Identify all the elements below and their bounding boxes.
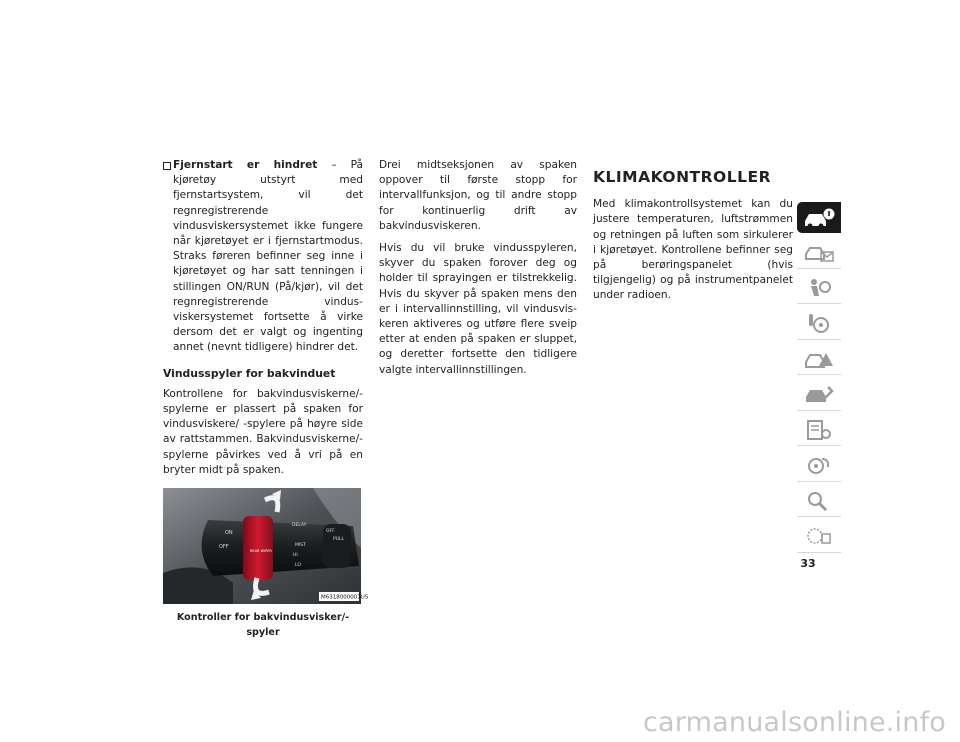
steering-wheel-icon xyxy=(802,311,836,335)
figure-id: M6318000007US xyxy=(321,594,369,601)
tab-car-info[interactable] xyxy=(797,202,841,233)
tab-language[interactable] xyxy=(797,521,841,553)
label-lo: LO xyxy=(295,563,301,569)
tab-steering[interactable] xyxy=(797,308,841,340)
label-on: ON xyxy=(225,530,233,537)
middle-column xyxy=(379,158,577,385)
section-heading: Vindusspyler for bakvinduet xyxy=(163,366,336,380)
tab-safety[interactable] xyxy=(797,237,841,269)
right-column xyxy=(593,170,793,311)
label-off2: OFF xyxy=(326,529,335,535)
wiper-stalk-illustration xyxy=(163,488,369,604)
section-title: KLIMAKONTROLLER xyxy=(593,168,771,186)
climate-paragraph: Med klimakontrollsystemet kan du justere temperaturen, luftstrømmen og retningen på luften som sirkulerer i kjøretøyet. Kontrollene befinner seg på berøringspanelet (hvis tilgjengelig) og på instrumentpanelet under radioen. xyxy=(593,198,793,302)
paragraph-2: Hvis du vil bruke vindusspyleren, skyver du spaken forover deg og holder til sprayingen er tilstrekkelig. Hvis du skyver på spaken mens den er i intervallinnstilling, vil vindusviskeren aktiveres og utføre flere sveip etter at enden på spaken er sluppet, og deretter fortsette den tidligere valgte intervallinnstillingen. xyxy=(379,242,577,376)
airbag-person-icon xyxy=(802,276,836,300)
bullet-text: – På kjøretøy utstyrt med fjernstartsystem, vil det regnregistrerende vindusviskersystemet ikke fungere når kjøretøyet er i fjernstartmodus. Straks føreren befinner seg inne i kjøretøyet og har satt tenningen i stillingen ON/RUN (På/kjør), vil det regnregistrerende vindusviskersystemet fortsette å virke dersom det er valgt og ingenting annet (nevnt tidligere) hindrer det. xyxy=(173,159,363,354)
car-service-wrench-icon xyxy=(802,382,836,406)
maintenance-checklist-icon xyxy=(802,418,836,442)
paragraph-1: Drei midtseksjonen av spaken oppover til første stopp for intervallfunksjon, og til andre stopp for kontinuerlig drift av bakvindusviskeren. xyxy=(379,159,577,232)
wiper-control-figure xyxy=(163,488,369,604)
bullet-remote-start xyxy=(163,158,363,356)
tab-airbag[interactable] xyxy=(797,272,841,304)
multimedia-settings-icon xyxy=(802,453,836,477)
bullet-title: Fjernstart er hindret xyxy=(173,159,318,171)
label-off: OFF xyxy=(219,544,229,551)
label-pull: PULL xyxy=(333,537,345,543)
section-paragraph: Kontrollene for bakvindusviskerne/-spylerne er plassert på spaken for vindusviskere/ -spylere på høyre side av rattstammen. Bakvindusviskerne/-spylerne påvirkes ved å vri på en bryter midt på spaken. xyxy=(163,387,363,476)
tab-emergency[interactable] xyxy=(797,343,841,375)
label-hi: HI xyxy=(293,553,298,559)
car-crash-warning-icon xyxy=(802,347,836,371)
car-info-icon xyxy=(802,206,836,230)
label-mist: MIST xyxy=(295,543,306,549)
tab-service[interactable] xyxy=(797,379,841,411)
tab-multimedia[interactable] xyxy=(797,450,841,482)
page-number: 33 xyxy=(800,557,816,570)
watermark: carmanualsonline.info xyxy=(643,707,946,738)
figure-caption: Kontroller for bakvindusvisker/-spyler xyxy=(176,612,350,639)
language-index-icon xyxy=(802,524,836,548)
search-magnifier-icon xyxy=(802,489,836,513)
checkbox-bullet-icon xyxy=(163,162,171,170)
chapter-tabs xyxy=(797,202,841,556)
label-delay: DELAY xyxy=(292,523,307,529)
label-rear-wiper: REAR WIPER xyxy=(250,549,272,554)
tab-maintenance[interactable] xyxy=(797,414,841,446)
left-column xyxy=(163,158,369,647)
safety-message-icon xyxy=(802,240,836,264)
tab-search[interactable] xyxy=(797,485,841,517)
